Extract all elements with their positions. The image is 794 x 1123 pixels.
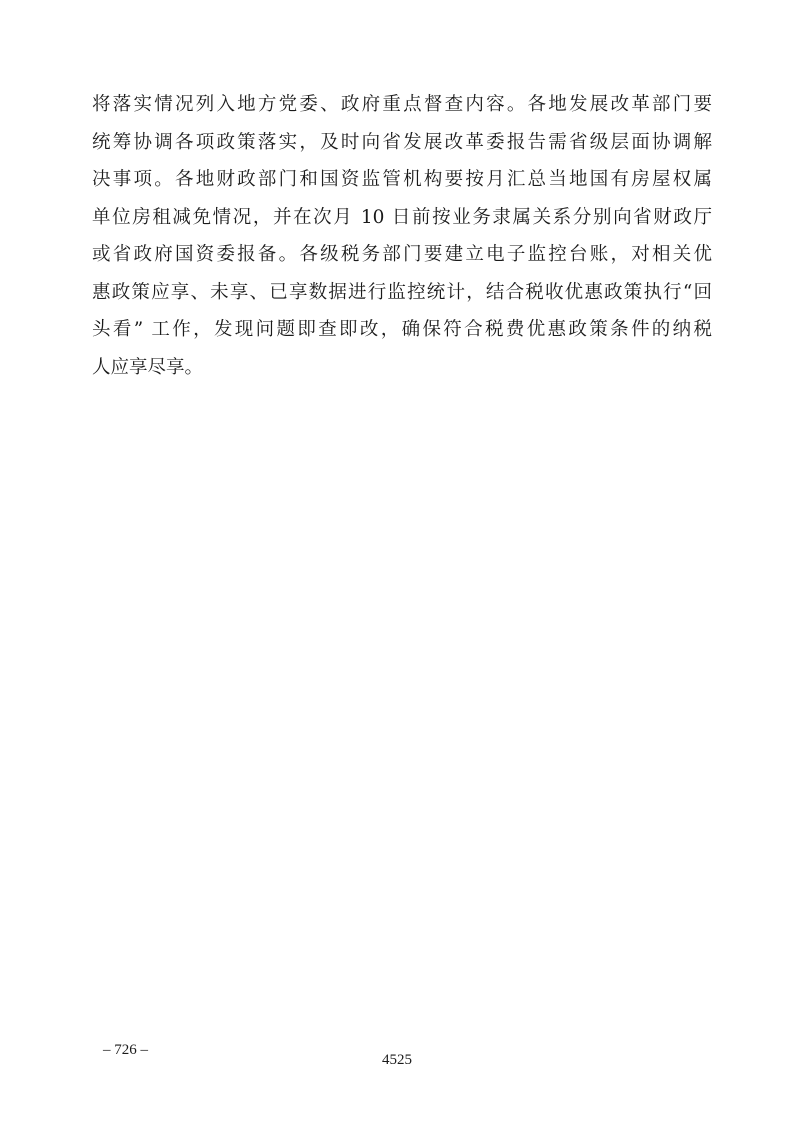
body-line: 单位房租减免情况，并在次月 10 日前按业务隶属关系分别向省财政厅 bbox=[92, 206, 712, 228]
body-line: 或省政府国资委报备。各级税务部门要建立电子监控台账，对相关优 bbox=[92, 244, 712, 265]
page-number: – 726 – bbox=[103, 1042, 148, 1058]
body-line: 头看” 工作，发现问题即查即改，确保符合税费优惠政策条件的纳税 bbox=[92, 319, 712, 340]
body-text bbox=[92, 86, 712, 386]
body-line: 惠政策应享、未享、已享数据进行监控统计，结合税收优惠政策执行“回 bbox=[92, 281, 712, 303]
body-line: 决事项。各地财政部门和国资监管机构要按月汇总当地国有房屋权属 bbox=[92, 169, 712, 190]
body-line: 人应享尽享。 bbox=[92, 356, 204, 378]
body-line: 将落实情况列入地方党委、政府重点督查内容。各地发展改革部门要 bbox=[92, 94, 712, 115]
body-line: 统筹协调各项政策落实，及时向省发展改革委报告需省级层面协调解 bbox=[92, 131, 712, 153]
bottom-number: 4525 bbox=[382, 1052, 412, 1068]
